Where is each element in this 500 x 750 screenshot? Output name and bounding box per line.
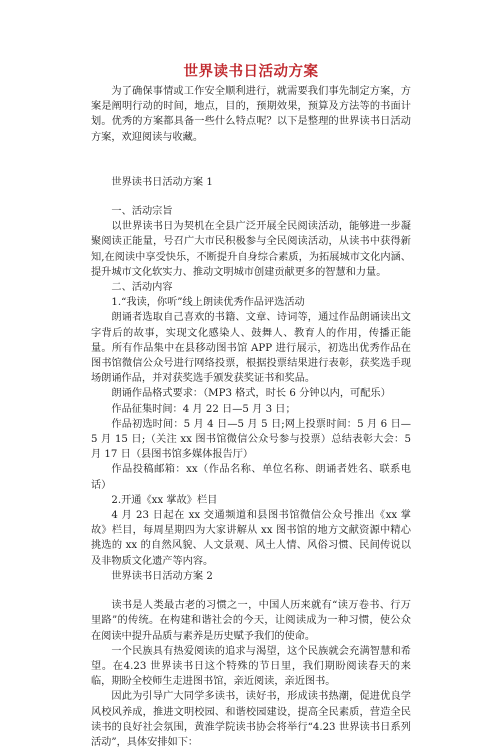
s1-item2-heading: 二、活动内容 bbox=[111, 282, 173, 294]
s1-sub1-email: 作品投稿邮箱：xx（作品名称、单位名称、朗诵者姓名、联系电话） bbox=[91, 464, 411, 491]
s2-paragraph-1: 读书是人类最古老的习惯之一，中国人历来就有“读万卷书、行万里路”的传统。在构建和谐社会的今天，让阅读成为一种习惯，使公众在阅读中提升品质与素养是历史赋予我们的使命。 bbox=[91, 600, 411, 642]
s1-sub2-heading: 2.开通《xx 掌故》栏目 bbox=[111, 494, 218, 506]
s2-paragraph-3: 因此为引导广大同学多读书，读好书，形成读书热潮，促进优良学风校风养成，推进文明校园、和谐校园建设，提高全民素质，营造全民读书的良好社会氛围，黄淮学院读书协会将举行“4.23 世界读书日系列活动”，具体安排如下： bbox=[91, 691, 411, 748]
s1-sub1-heading: 1.“我读，你听”线上朗读优秀作品评选活动 bbox=[111, 297, 305, 309]
s1-item1-heading: 一、活动宗旨 bbox=[111, 206, 173, 218]
section-1-heading: 世界读书日活动方案 1 bbox=[111, 176, 213, 188]
s1-sub1-collect-time: 作品征集时间：4 月 22 日—5 月 3 日； bbox=[111, 403, 296, 415]
s2-paragraph-2: 一个民族具有热爱阅读的追求与渴望，这个民族就会充满智慧和希望。在4.23 世界读书日这个特殊的节日里，我们期盼阅读春天的来临，期盼全校师生走进图书馆，亲近阅读，亲近图书。 bbox=[91, 645, 411, 688]
s1-sub2-paragraph: 4 月 23 日起在 xx 交通频道和县图书馆微信公众号推出《xx 掌故》栏目，每周星期四为大家讲解从 xx 图书馆的地方文献资源中精心挑选的 xx 的自然风貌、人文景观、风土人情、风俗习惯、民间传说以及非物质文化遗产等内容。 bbox=[91, 510, 411, 567]
spacer bbox=[91, 584, 411, 598]
section-2-heading: 世界读书日活动方案 2 bbox=[111, 570, 213, 582]
document-page bbox=[91, 60, 411, 750]
intro-paragraph: 为了确保事情或工作安全顺利进行，就需要我们事先制定方案，方案是阐明行动的时间，地点，目的，预期效果，预算及方法等的书面计划。优秀的方案都具备一些什么特点呢？以下是整理的世界读书日活动方案，欢迎阅读与收藏。 bbox=[91, 86, 411, 143]
s1-sub1-schedule: 作品初选时间：5 月 4 日—5 月 5 日;网上投票时间：5 月 6 日—5 月 15 日;（关注 xx 图书馆微信公众号参与投票）总结表彰大会：5 月 17 日（县图书馆多媒体报告厅） bbox=[91, 418, 411, 461]
s1-sub1-paragraph: 朗诵者选取自己喜欢的书籍、文章、诗词等，通过作品朗诵读出文字背后的故事，实现文化感染人、鼓舞人、教育人的作用，传播正能量。所有作品集中在县移动图书馆 APP 进行展示，初选出优秀作品在图书馆微信公众号进行网络投票，根据投票结果进行表彰，获奖选手现场朗诵作品，并对获奖选手颁发获奖证书和奖品。 bbox=[91, 312, 411, 385]
document-title: 世界读书日活动方案 bbox=[183, 64, 319, 80]
spacer bbox=[91, 190, 411, 204]
s1-sub1-format: 朗诵作品格式要求：（MP3 格式，时长 6 分钟以内，可配乐） bbox=[111, 388, 391, 400]
s1-item1-paragraph: 以世界读书日为契机在全县广泛开展全民阅读活动，能够进一步凝聚阅读正能量，号召广大市民积极参与全民阅读活动，从读书中获得新知,在阅读中享受快乐，不断提升自身综合素质，为拓展城市文化内涵、提升城市文化软实力、推动文明城市创建贡献更多的智慧和力量。 bbox=[91, 221, 411, 278]
spacer bbox=[91, 145, 411, 175]
